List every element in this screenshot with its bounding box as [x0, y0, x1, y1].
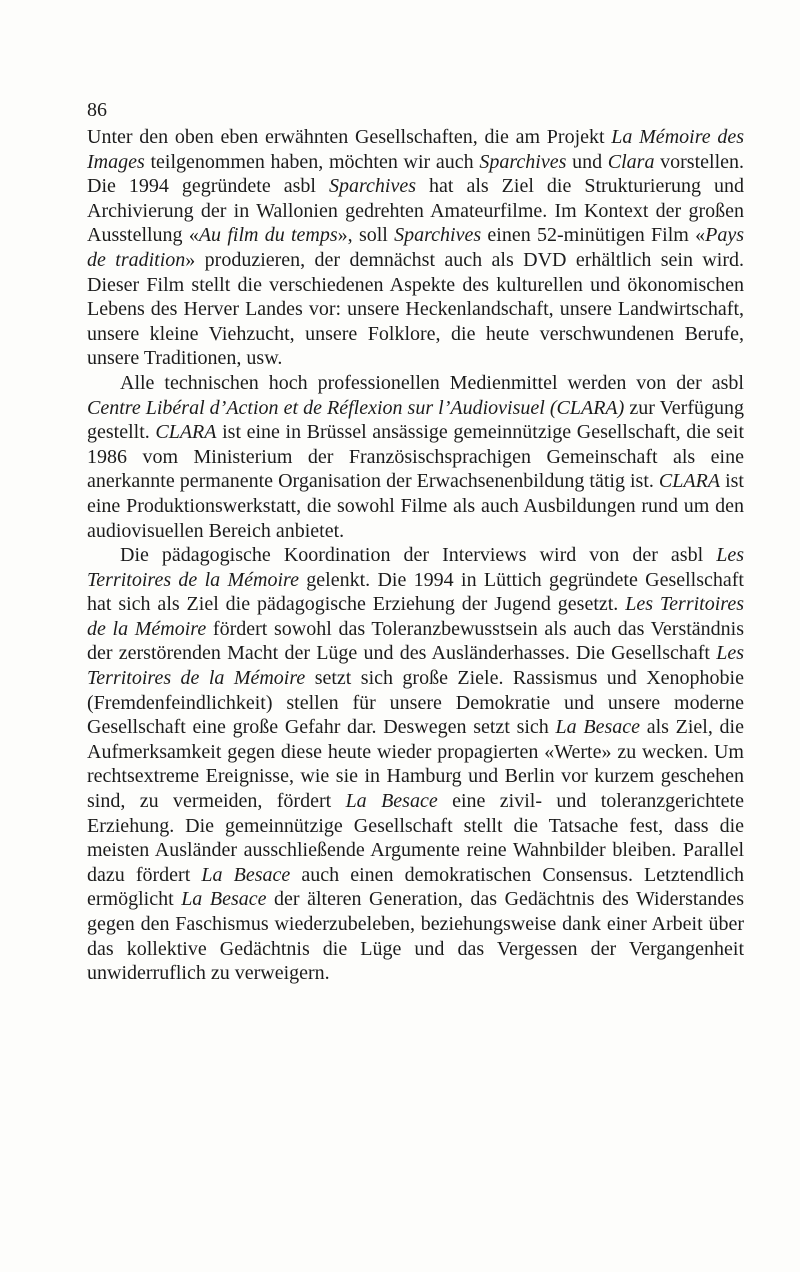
text-segment: eine zivil- und toleranzgerichtete Erziehung. Die gemeinnützige Gesellschaft stellt die Tatsache fest, dass die meisten Ausländer ausschließende Argumente reine Wahnbilder bleiben. Parallel dazu fördert: [87, 790, 744, 886]
text-segment: fördert sowohl das Toleranzbewusstsein als auch das Verständnis der zerstörenden Macht der Lüge und des Ausländerhasses. Die Gesellschaft: [87, 617, 744, 665]
italic-title: La Mémoire des Images: [87, 126, 744, 173]
text-segment: » produzieren, der demnächst auch als DVD erhältlich sein wird. Dieser Film stellt die verschiedenen Aspekte des kulturellen und ökonomischen Lebens des Herver Landes vor: unsere Heckenlandschaft, unsere Landwirtschaft, unsere kleine Viehzucht, unsere Folklore, die heute verschwundenen Berufe, unsere Traditionen, usw.: [87, 248, 744, 370]
text-segment: zur Verfügung gestellt.: [87, 396, 744, 444]
paragraph-3: [87, 543, 744, 986]
text-segment: hat als Ziel die Strukturierung und Archivierung der in Wallonien gedrehten Amateurfilme. Im Kontext der großen Ausstellung «: [87, 175, 744, 247]
text-segment: vorstellen. Die 1994 gegründete asbl: [87, 150, 745, 198]
text-segment: gelenkt. Die 1994 in Lüttich gegründete Gesellschaft hat sich als Ziel die pädagogische Erziehung der Jugend gesetzt.: [87, 568, 744, 616]
text-segment: einen 52-minütigen Film «: [481, 224, 706, 247]
body-text: [87, 125, 744, 986]
italic-title: Les Territoires de la Mémoire: [87, 642, 744, 690]
italic-title: La Besace: [181, 888, 267, 911]
italic-title: CLARA: [658, 470, 721, 493]
italic-title: Pays de tradition: [87, 224, 744, 271]
text-segment: Die pädagogische Koordination der Interviews wird von der asbl: [120, 544, 717, 567]
italic-title: La Besace: [345, 790, 438, 813]
italic-title: Sparchives: [394, 224, 482, 247]
italic-title: Clara: [607, 150, 655, 173]
page-number: 86: [87, 99, 107, 121]
text-segment: auch einen demokratischen Consensus. Letztendlich ermöglicht: [87, 863, 745, 911]
paragraph-1: [87, 125, 744, 371]
italic-title: CLARA: [155, 421, 217, 444]
text-segment: ist eine Produktionswerkstatt, die sowohl Filme als auch Ausbildungen rund um den audiovisuellen Bereich anbietet.: [87, 470, 744, 542]
text-segment: ist eine in Brüssel ansässige gemeinnützige Gesellschaft, die seit 1986 vom Ministerium der Französischsprachigen Gemeinschaft als eine anerkannte permanente Organisation der Erwachsenenbildung tätig ist.: [87, 421, 745, 493]
text-segment: und: [566, 150, 608, 173]
text-segment: Alle technischen hoch professionellen Medienmittel werden von der asbl: [120, 371, 744, 394]
italic-title: La Besace: [201, 863, 291, 886]
text-segment: teilgenommen haben, möchten wir auch: [144, 150, 480, 173]
italic-title: La Besace: [555, 716, 640, 739]
text-segment: als Ziel, die Aufmerksamkeit gegen diese heute wieder propagierten «Werte» zu wecken. Um rechtsextreme Ereignisse, wie sie in Hamburg und Berlin vor kurzem geschehen sind, zu vermeiden, fördert: [87, 716, 744, 813]
italic-title: Au film du temps: [198, 224, 338, 247]
italic-title: Les Territoires de la Mémoire: [87, 593, 744, 640]
text-segment: setzt sich große Ziele. Rassismus und Xenophobie (Fremdenfeindlichkeit) stellen für unsere Demokratie und unsere moderne Gesellschaft eine große Gefahr dar. Deswegen setzt sich: [87, 667, 744, 739]
italic-title: Les Territoires de la Mémoire: [87, 544, 744, 591]
italic-title: Sparchives: [479, 150, 567, 173]
paragraph-2: [87, 371, 744, 543]
text-segment: der älteren Generation, das Gedächtnis des Widerstandes gegen den Faschismus wiederzubeleben, beziehungsweise dank einer Arbeit über das kollektive Gedächtnis die Lüge und das Vergessen der Vergangenheit unwiderruflich zu verweigern.: [87, 888, 745, 985]
text-segment: », soll: [337, 224, 395, 247]
italic-title: Centre Libéral d’Action et de Réflexion sur l’Audiovisuel (CLARA): [87, 396, 625, 419]
text-segment: Unter den oben eben erwähnten Gesellschaften, die am Projekt: [87, 126, 612, 148]
italic-title: Sparchives: [328, 175, 416, 198]
